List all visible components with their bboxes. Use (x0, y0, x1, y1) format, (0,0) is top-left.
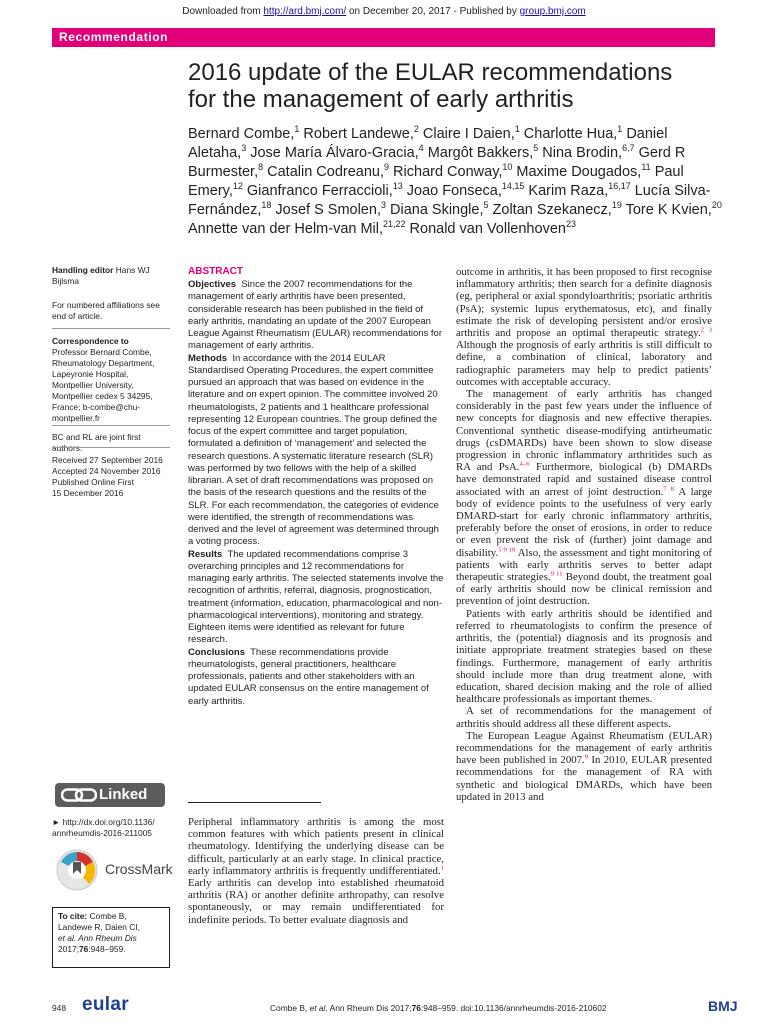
correspondence: Correspondence to Professor Bernard Combe, Rheumatology Department, Lapeyronie Hospital, Montpellier University, Montpellier cedex 5 34295, France; b-combe@chu-montpellier.fr (52, 336, 155, 423)
linked-label: Linked (99, 786, 148, 803)
affiliations-note: For numbered affiliations see end of article. (52, 300, 160, 321)
chain-link-icon (61, 788, 97, 802)
crossmark-icon (55, 848, 99, 892)
crossmark-label: CrossMark (105, 861, 173, 877)
cite-box: To cite: Combe B, Landewe R, Daien CI, et al. Ann Rheum Dis 2017;76:948–959. (52, 907, 170, 968)
intro-right-column: outcome in arthritis, it has been proposed to first recognise inflammatory arthritis; then search for a definite diagnosis (eg, peripheral or axial spondyloarthritis; psoriatic arthritis (PsA); systemic lupus erythematosus, etc), and finally estimate the risk of developing persistent and/or erosive arthritis and propose an optimal therapeutic strategy.$^{2 3}$ Although the prognosis of early arthritis is still difficult to define, a combination of clinical, laboratory and radiographic parameters may help to predict patients’ outcomes with acceptable accuracy. The management of early arthritis has changed considerably in the past few years under the influence of new concepts for diagnosis and new effective therapies. Conventional synthetic disease-modifying antirheumatic drugs (csDMARDs) have been shown to slow disease progression in chronic inflammatory arthritides such as RA and PsA.$^{4-6}$ Furthermore, biological (b) DMARDs have demonstrated rapid and sustained disease control associated with an arrest of joint destruction.$^{7 8}$ A large body of evidence points to the usefulness of very early DMARD-start for early chronic inflammatory arthritis, preferably before the onset of erosions, in order to reduce or even prevent the risk of (further) joint damage and disability.$^{5 9 10}$ Also, the assessment and tight monitoring of patients with early arthritis serves to better adapt therapeutic strategies.$^{9 11}$ Beyond doubt, the treatment goal of early arthritis should now be clinical remission and prevention of joint destruction. Patients with early arthritis should be identified and referred to rheumatologists to confirm the presence of arthritis, the (potential) diagnosis and its prognosis and initiate appropriate treatment strategies based on these findings. Furthermore, management of early arthritis should include more than drug treatment alone, with education, shared decision making and the role of allied healthcare professionals as important themes. A set of recommendations for the management of arthritis should address all these different aspects. The European League Against Rheumatism (EULAR) recommendations for the management of early arthritis have been published in 2007.$^9$ In 2010, EULAR presented recommendations for the management of RA with synthetic and biological DMARDs, which have been updated in 2013 and (456, 266, 713, 803)
sidebar-divider (52, 425, 170, 426)
section-label: Recommendation (59, 30, 169, 44)
bmj-logo: BMJ (708, 998, 738, 1014)
joint-authors-note: BC and RL are joint first authors. (52, 432, 141, 453)
eular-logo: eular (82, 994, 129, 1015)
download-banner: Downloaded from http://ard.bmj.com/ on December 20, 2017 - Published by group.bmj.com (182, 6, 586, 17)
linked-badge[interactable] (55, 783, 165, 807)
section-bar (52, 28, 715, 47)
intro-paragraph-1: Peripheral inflammatory arthritis is among the most common features with which patients present in clinical rheumatology. Identifying the underlying disease can be difficult, particularly at an early stage. In clinical practice, early inflammatory arthritis is frequently undifferentiated.$^1$ Early arthritis can develop into established rheumatoid arthritis (RA) or another definite arthropathy, can resolve spontaneously, or may remain undifferentiated for indefinite periods. To better evaluate diagnosis and (188, 816, 444, 926)
abstract-heading: ABSTRACT (188, 266, 243, 277)
handling-editor: Handling editor Hans WJ Bijlsma (52, 265, 150, 286)
crossmark-badge[interactable] (55, 848, 173, 892)
footer-citation: Combe B, et al. Ann Rheum Dis 2017;76:948–959. doi:10.1136/annrheumdis-2016-210602 (270, 1003, 607, 1013)
ard-link[interactable]: http://ard.bmj.com/ (263, 6, 347, 17)
linked-doi[interactable]: ► http://dx.doi.org/10.1136/ annrheumdis-2016-211005 (52, 817, 155, 838)
footnote-rule (188, 802, 321, 803)
page-number: 948 (52, 1003, 66, 1013)
sidebar-divider (52, 328, 170, 329)
article-dates: Received 27 September 2016 Accepted 24 November 2016 Published Online First 15 December 2016 (52, 455, 163, 498)
abstract-body: Objectives Since the 2007 recommendations for the management of early arthritis have been presented, considerable research has been published in the field of early arthritis, mandating an update of the 2007 European League Against Rheumatism (EULAR) recommendations for management of early arthritis. Methods In accordance with the 2014 EULAR Standardised Operating Procedures, the expert committee pursued an approach that was based on evidence in the literature and on expert opinion. The committee involved 20 rheumatologists, 2 patients and 1 healthcare professional representing 12 European countries. The group defined the focus of the expert committee and target population, formulated a definition of ‘management’ and selected the research questions. A systematic literature research (SLR) was performed by two fellows with the help of a skilled librarian. A set of draft recommendations was proposed on the basis of the research questions and the results of the SLR. For each recommendation, the categories of evidence were identified, the strength of recommendations was derived and the level of agreement was determined through a voting process. Results The updated recommendations comprise 3 overarching principles and 12 recommendations for managing early arthritis. The selected statements involve the recognition of arthritis, referral, diagnosis, prognostication, treatment (information, education, pharmacological and non-pharmacological interventions), monitoring and strategy. Eighteen items were identified as relevant for future research. Conclusions These recommendations provide rheumatologists, general practitioners, healthcare professionals, patients and other stakeholders with an updated EULAR consensus on the entire management of early arthritis. (188, 279, 444, 707)
article-title: 2016 update of the EULAR recommendations for the management of early arthritis (188, 59, 673, 113)
author-list: Bernard Combe,$^1$ Robert Landewe,$^2$ Claire I Daien,$^1$ Charlotte Hua,$^1$ Daniel Aletaha,$^3$ Jose María Álvaro-Gracia,$^4$ Margôt Bakkers,$^5$ Nina Brodin,$^{6,7}$ Gerd R Burmester,$^8$ Catalin Codreanu,$^9$ Richard Conway,$^{10}$ Maxime Dougados,$^{11}$ Paul Emery,$^{12}$ Gianfranco Ferraccioli,$^{13}$ Joao Fonseca,$^{14,15}$ Karim Raza,$^{16,17}$ Lucía Silva-Fernández,$^{18}$ Josef S Smolen,$^3$ Diana Skingle,$^5$ Zoltan Szekanecz,$^{19}$ Tore K Kvien,$^{20}$ Annette van der Helm-van Mil,$^{21,22}$ Ronald van Vollenhoven$^{23}$ (188, 124, 722, 237)
sidebar-divider (52, 447, 170, 448)
group-bmj-link[interactable]: group.bmj.com (519, 6, 586, 17)
